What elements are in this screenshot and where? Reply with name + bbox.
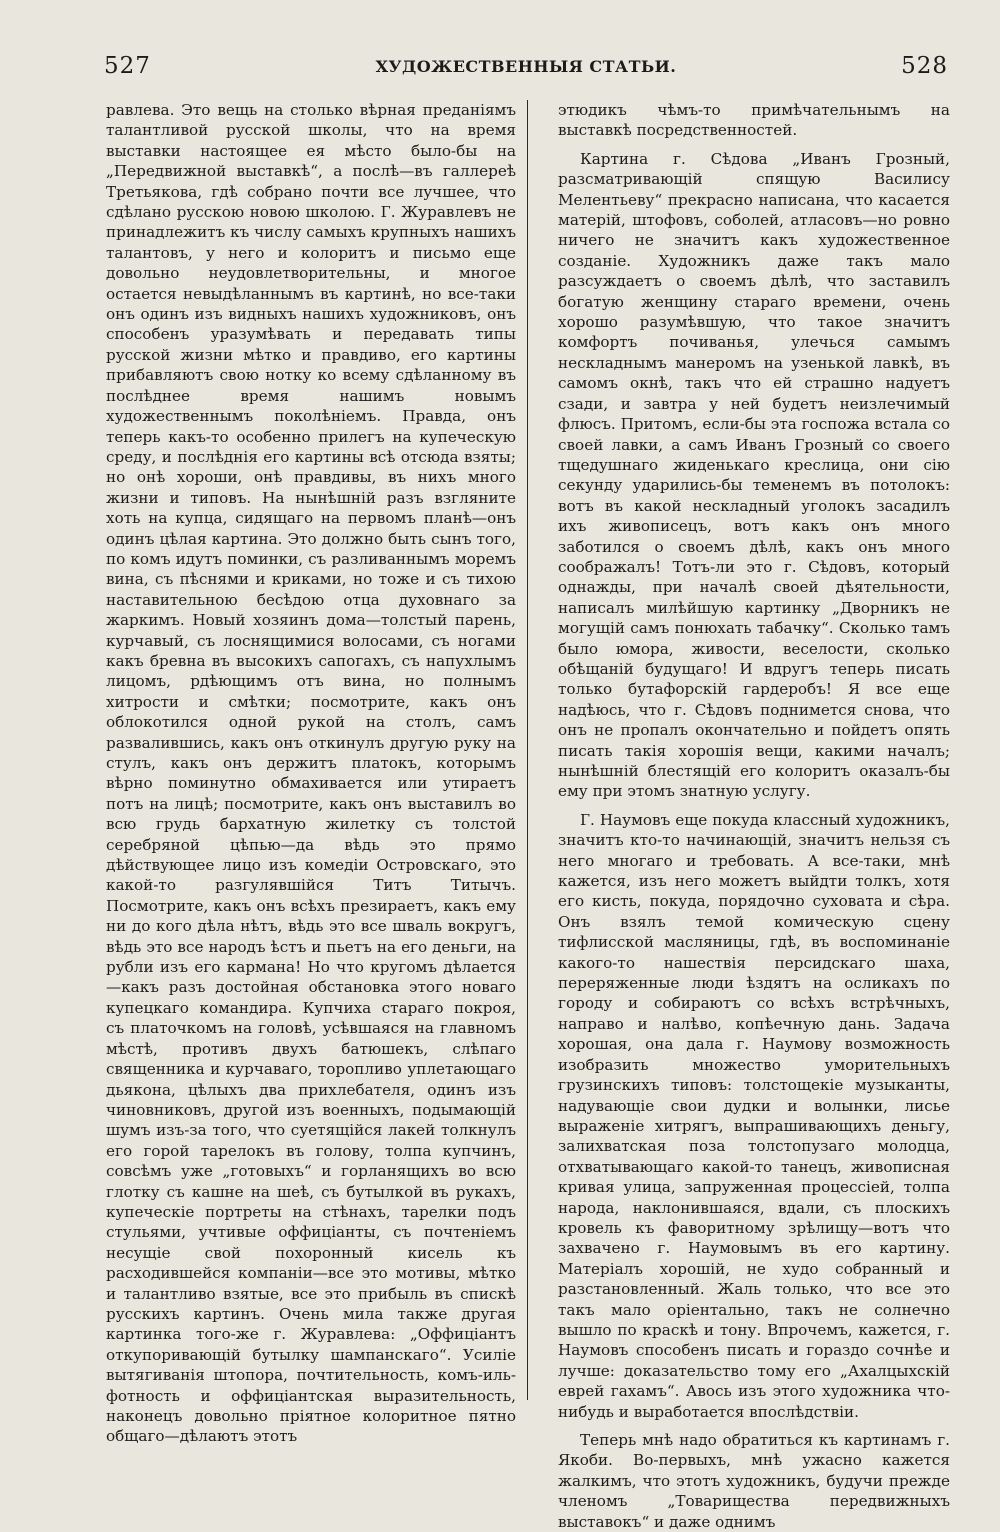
right-paragraph-2: Картина г. Сѣдова „Иванъ Грозный, разсматривающій спящую Василису Мелентьеву“ прекрасно написана, что касается матерій, штофовъ, соболей, атласовъ—но ровно ничего не значитъ какъ художественное созданіе. Художникъ даже такъ мало разсуждаетъ о своемъ дѣлѣ, что заставилъ богатую женщину стараго времени, очень хорошо разумѣвшую, что такое значитъ комфортъ почиванья, улечься самымъ нескладнымъ манеромъ на узенькой лавкѣ, въ самомъ окнѣ, такъ что ей страшно надуетъ сзади, и завтра у ней будетъ неизлечимый флюсъ. Притомъ, если-бы эта госпожа встала со своей лавки, а самъ Иванъ Грозный со своего тщедушнаго жиденькаго креслица, они сію секунду ударились-бы теменемъ въ потолокъ: вотъ въ какой нескладный уголокъ засадилъ ихъ живописецъ, вотъ какъ онъ много заботился о своемъ дѣлѣ, какъ онъ много соображалъ! Тотъ-ли это г. Сѣдовъ, который однажды, при началѣ своей дѣятельности, написалъ милѣйшую картинку „Дворникъ не могущій самъ понюхать табачку“. Сколько тамъ было юмора, живости, веселости, сколько обѣщаній будущаго! И вдругъ теперь писать только бутафорскій гардеробъ! Я все еще надѣюсь, что г. Сѣдовъ поднимется снова, что онъ не пропалъ окончательно и пойдетъ опять писать такія хорошія вещи, какими началъ; нынѣшній блестящій его колоритъ оказалъ-бы ему при этомъ знатную услугу. [558, 149, 951, 801]
running-header [104, 48, 948, 84]
running-title: ХУДОЖЕСТВЕННЫЯ СТАТЬИ. [375, 56, 677, 76]
right-paragraph-3: Г. Наумовъ еще покуда классный художникъ, значитъ кто-то начинающій, значитъ нельзя съ него многаго и требовать. А все-таки, мнѣ кажется, изъ него можетъ выйдти толкъ, хотя его кисть, покуда, порядочно суховата и сѣра. Онъ взялъ темой комическую сцену тифлисской масляницы, гдѣ, въ воспоминаніе какого-то нашествія персидскаго шаха, переряженные люди ѣздятъ на осликахъ по городу и собираютъ со всѣхъ встрѣчныхъ, направо и налѣво, копѣечную дань. Задача хорошая, она дала г. Наумову возможность изобразить множество уморительныхъ грузинскихъ типовъ: толстощекіе музыканты, надувающіе свои дудки и волынки, лисье выраженіе хитрягъ, выпрашивающихъ деньгу, залихватская поза толстопузаго молодца, отхватывающаго какой-то танецъ, живописная кривая улица, запруженная процессіей, толпа народа, наклонившаяся, вдали, съ плоскихъ кровель къ фаворитному зрѣлищу—вотъ что захвачено г. Наумовымъ въ его картину. Матеріалъ хорошій, не худо собранный и разстановленный. Жаль только, что все это такъ мало оріентально, такъ не солнечно вышло по краскѣ и тону. Впрочемъ, кажется, г. Наумовъ способенъ писать и гораздо сочнѣе и лучше: доказательство тому его „Ахалцыхскій еврей гахамъ“. Авось изъ этого художника что-нибудь и выработается впослѣдствіи. [558, 810, 950, 1421]
page-number-left: 527 [104, 53, 151, 79]
column-divider [527, 100, 528, 1400]
page-number-right: 528 [901, 53, 948, 79]
right-column [558, 100, 951, 1531]
left-paragraph-1: равлева. Это вещь на столько вѣрная преданіямъ талантливой русской школы, что на время выставки настоящее ея мѣсто было-бы на „Передвижной выставкѣ“, а послѣ—въ галлереѣ Третьякова, гдѣ собрано почти все лучшее, что сдѣлано русскою новою школою. Г. Журавлевъ не принадлежитъ къ числу самыхъ крупныхъ нашихъ талантовъ, у него и колоритъ и письмо еще довольно неудовлетворительны, и многое остается невыдѣланнымъ въ картинѣ, но все-таки онъ одинъ изъ видныхъ нашихъ художниковъ, онъ способенъ уразумѣвать и передавать типы русской жизни мѣтко и правдиво, его картины прибавляютъ свою нотку ко всему сдѣланному въ послѣднее время нашимъ новымъ художественнымъ поколѣніемъ. Правда, онъ теперь какъ-то особенно прилегъ на купеческую среду, и послѣднія его картины всѣ отсюда взяты; но онѣ хороши, онѣ правдивы, въ нихъ много жизни и типовъ. На нынѣшній разъ взгляните хоть на купца, сидящаго на первомъ планѣ—онъ одинъ цѣлая картина. Это должно быть сынъ того, по комъ идутъ поминки, съ разливаннымъ моремъ вина, съ пѣснями и криками, но тоже и съ тихою наставительною бесѣдою отца духовнаго за жаркимъ. Новый хозяинъ дома—толстый парень, курчавый, съ лоснящимися волосами, съ ногами какъ бревна въ высокихъ сапогахъ, съ напухлымъ лицомъ, рдѣющимъ отъ вина, но полнымъ хитрости и смѣтки; посмотрите, какъ онъ облокотился одной рукой на столъ, самъ развалившись, какъ онъ откинулъ другую руку на стулъ, какъ онъ держитъ платокъ, которымъ вѣрно поминутно обмахивается или утираетъ потъ на лицѣ; посмотрите, какъ онъ выставилъ во всю грудь бархатную жилетку съ толстой серебряной цѣпью—да вѣдь это прямо дѣйствующее лицо изъ комедіи Островскаго, это какой-то разгулявшійся Титъ Титычъ. Посмотрите, какъ онъ всѣхъ презираетъ, какъ ему ни до кого дѣла нѣтъ, вѣдь это все шваль вокругъ, вѣдь это все народъ ѣстъ и пьетъ на его деньги, на рубли изъ его кармана! Но что кругомъ дѣлается—какъ разъ достойная обстановка этого новаго купецкаго командира. Купчиха стараго покроя, съ платочкомъ на головѣ, усѣвшаяся на главномъ мѣстѣ, противъ двухъ батюшекъ, слѣпаго священника и курчаваго, торопливо уплетающаго дьякона, цѣлыхъ два прихлебателя, одинъ изъ чиновниковъ, другой изъ военныхъ, подымающій шумъ изъ-за того, что суетящійся лакей толкнулъ его горой тарелокъ въ голову, толпа купчинъ, совсѣмъ уже „готовыхъ“ и горланящихъ во всю глотку съ кашне на шеѣ, съ бутылкой въ рукахъ, купеческіе портреты на стѣнахъ, тарелки подъ стульями, учтивые оффиціанты, съ почтеніемъ несущіе свой похоронный кисель къ расходившейся компаніи—все это мотивы, мѣтко и талантливо взятые, все это прибыль въ спискѣ русскихъ картинъ. Очень мила также другая картинка того-же г. Журавлева: „Оффиціантъ откупоривающій бутылку шампанскаго“. Усиліе вытягиванія штопора, почтительность, комъ-иль-фотность и оффиціантская выразительность, наконецъ довольно пріятное колоритное пятно общаго—дѣлаютъ этотъ [106, 101, 516, 1446]
right-paragraph-4: Теперь мнѣ надо обратиться къ картинамъ г. Якоби. Во-первыхъ, мнѣ ужасно кажется жалкимъ, что этотъ художникъ, будучи прежде членомъ „Товарищества передвижныхъ выставокъ“ и даже однимъ [558, 1431, 950, 1531]
left-column [106, 100, 516, 1446]
right-paragraph-1: этюдикъ чѣмъ-то примѣчательнымъ на выставкѣ посредственностей. [558, 101, 950, 140]
